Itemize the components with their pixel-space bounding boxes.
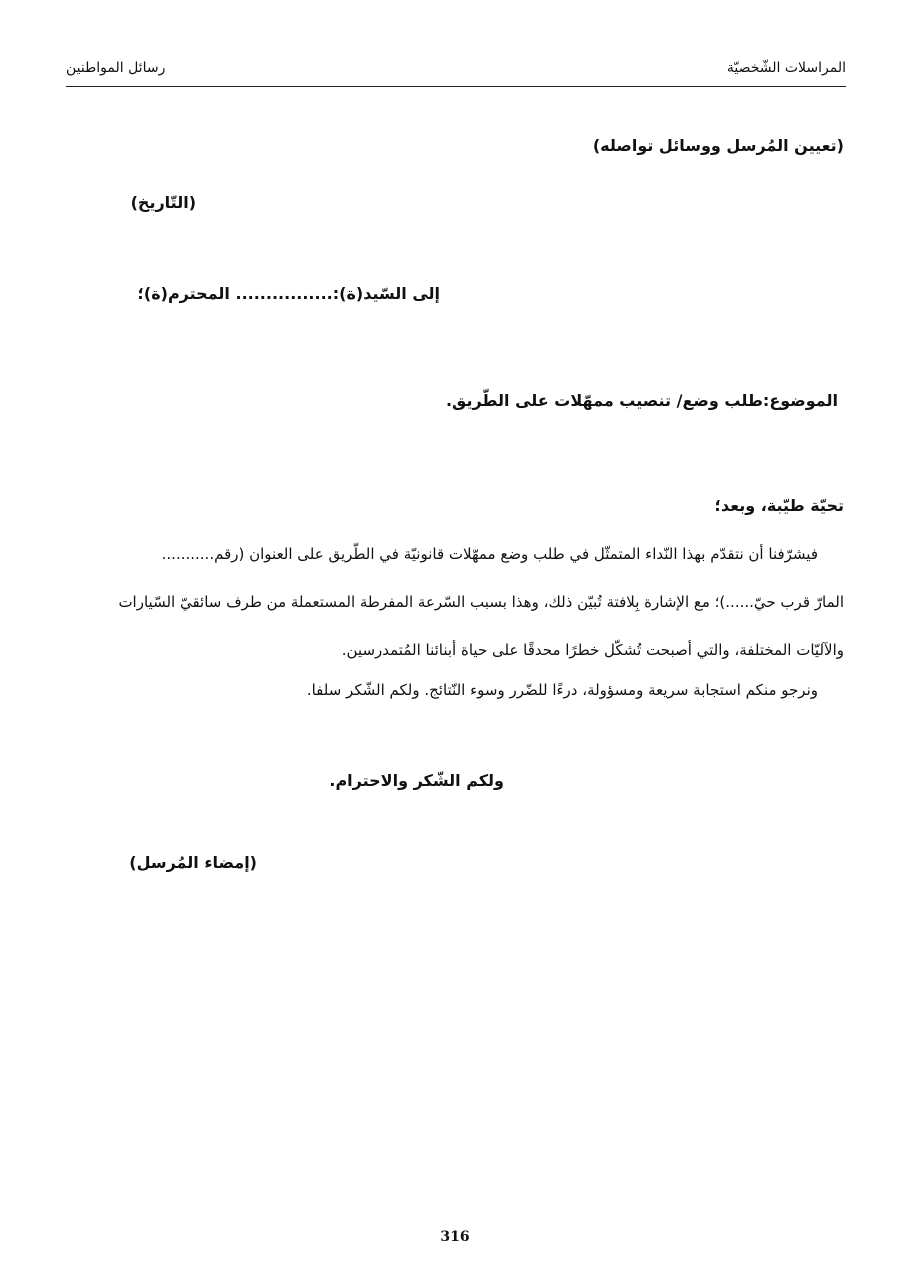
running-header (66, 58, 846, 87)
section-title: المراسلات الشّخصيّة (726, 60, 846, 76)
body-line-text: والآليّات المختلفة، والتي أصبحت تُشكّل خطرًا محدقًا على حياة أبنائنا المُتمدرسين. (341, 641, 844, 659)
chapter-title: رسائل المواطنين (66, 60, 166, 76)
body-paragraph-2 (64, 678, 844, 726)
page-number: 316 (440, 1229, 470, 1245)
signature-placeholder: (إمضاء المُرسل) (129, 853, 257, 872)
greeting: تحيّة طيّبة، وبعد؛ (714, 496, 844, 515)
recipient-line: إلى السّيد(ة):................ المحترم(ة)؛ (137, 284, 440, 303)
subject-line: الموضوع:طلب وضع/ تنصيب ممهّلات على الطّريق. (445, 391, 838, 410)
body-line (64, 678, 844, 702)
body-line-text: ونرجو منكم استجابة سريعة ومسؤولة، درءًا للضّرر وسوء النّتائج. ولكم الشّكر سلفا. (306, 681, 818, 699)
body-paragraph-1 (64, 542, 844, 686)
sender-placeholder: (تعيين المُرسل ووسائل تواصله) (592, 136, 844, 155)
body-line (64, 590, 844, 614)
body-line-text: المارّ قرب حيّ......)؛ مع الإشارة بِلافتة تُبيّن ذلك، وهذا بسبب السّرعة المفرطة المستعملة من طرف سائقيّ السّيارات (118, 593, 844, 611)
body-line (64, 542, 844, 566)
date-placeholder: (التّاريخ) (130, 193, 196, 212)
body-line (64, 638, 844, 662)
body-line-text: فيشرّفنا أن نتقدّم بهذا النّداء المتمثّل في طلب وضع ممهّلات قانونيّة في الطّريق على العنوان (رقم........... (161, 545, 818, 563)
closing-line: ولكم الشّكر والاحترام. (329, 771, 504, 790)
